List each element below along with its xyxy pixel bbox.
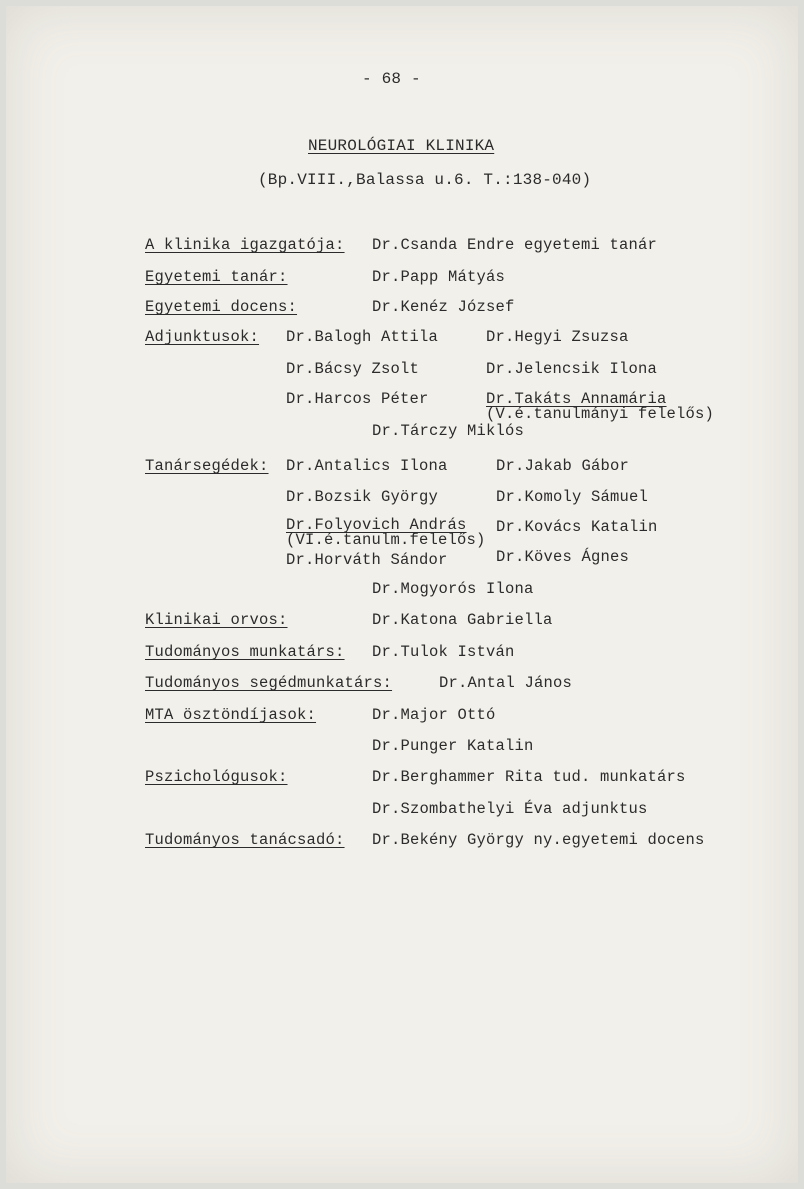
adjunct-name: Dr.Bácsy Zsolt [286, 360, 420, 378]
assistant-name: Dr.Komoly Sámuel [496, 488, 649, 506]
adjunct-note: (V.é.tanulmányi felelős) [486, 405, 715, 423]
assistant-note: (VI.é.tanulm.felelős) [286, 531, 486, 549]
adjunct-name: Dr.Tárczy Miklós [372, 422, 525, 440]
address: (Bp.VIII.,Balassa u.6. T.:138-040) [258, 171, 592, 189]
psychologist-value: Dr.Berghammer Rita tud. munkatárs [372, 768, 686, 786]
assistant-name: Dr.Jakab Gábor [496, 457, 630, 475]
research-assistant-label: Tudományos segédmunkatárs: [145, 674, 393, 692]
adjunct-name: Dr.Harcos Péter [286, 390, 429, 408]
assistant-name: Dr.Mogyorós Ilona [372, 580, 534, 598]
docent-value: Dr.Kenéz József [372, 298, 515, 316]
professor-label: Egyetemi tanár: [145, 268, 288, 286]
assistants-label: Tanársegédek: [145, 457, 269, 475]
assistant-name: Dr.Bozsik György [286, 488, 439, 506]
assistant-name: Dr.Folyovich András [286, 516, 467, 534]
page-title: NEUROLÓGIAI KLINIKA [308, 137, 495, 155]
mta-label: MTA ösztöndíjasok: [145, 706, 317, 724]
assistant-name: Dr.Horváth Sándor [286, 551, 448, 569]
psychologists-label: Pszichológusok: [145, 768, 288, 786]
advisor-label: Tudományos tanácsadó: [145, 831, 345, 849]
adjuncts-label: Adjunktusok: [145, 328, 260, 346]
adjunct-name: Dr.Balogh Attila [286, 328, 439, 346]
clinician-value: Dr.Katona Gabriella [372, 611, 553, 629]
professor-value: Dr.Papp Mátyás [372, 268, 506, 286]
mta-value: Dr.Punger Katalin [372, 737, 534, 755]
director-value: Dr.Csanda Endre egyetemi tanár [372, 236, 658, 254]
director-label: A klinika igazgatója: [145, 236, 345, 254]
research-assistant-value: Dr.Antal János [439, 674, 573, 692]
assistant-name: Dr.Köves Ágnes [496, 548, 630, 566]
advisor-value: Dr.Bekény György ny.egyetemi docens [372, 831, 705, 849]
assistant-name: Dr.Kovács Katalin [496, 518, 658, 536]
adjunct-name: Dr.Hegyi Zsuzsa [486, 328, 629, 346]
page-number: - 68 - [362, 70, 421, 88]
research-value: Dr.Tulok István [372, 643, 515, 661]
research-label: Tudományos munkatárs: [145, 643, 345, 661]
assistant-name: Dr.Antalics Ilona [286, 457, 448, 475]
docent-label: Egyetemi docens: [145, 298, 298, 316]
adjunct-name: Dr.Takáts Annamária [486, 390, 667, 408]
adjunct-name: Dr.Jelencsik Ilona [486, 360, 658, 378]
document-page [6, 6, 798, 1183]
mta-value: Dr.Major Ottó [372, 706, 496, 724]
clinician-label: Klinikai orvos: [145, 611, 288, 629]
psychologist-value: Dr.Szombathelyi Éva adjunktus [372, 800, 648, 818]
